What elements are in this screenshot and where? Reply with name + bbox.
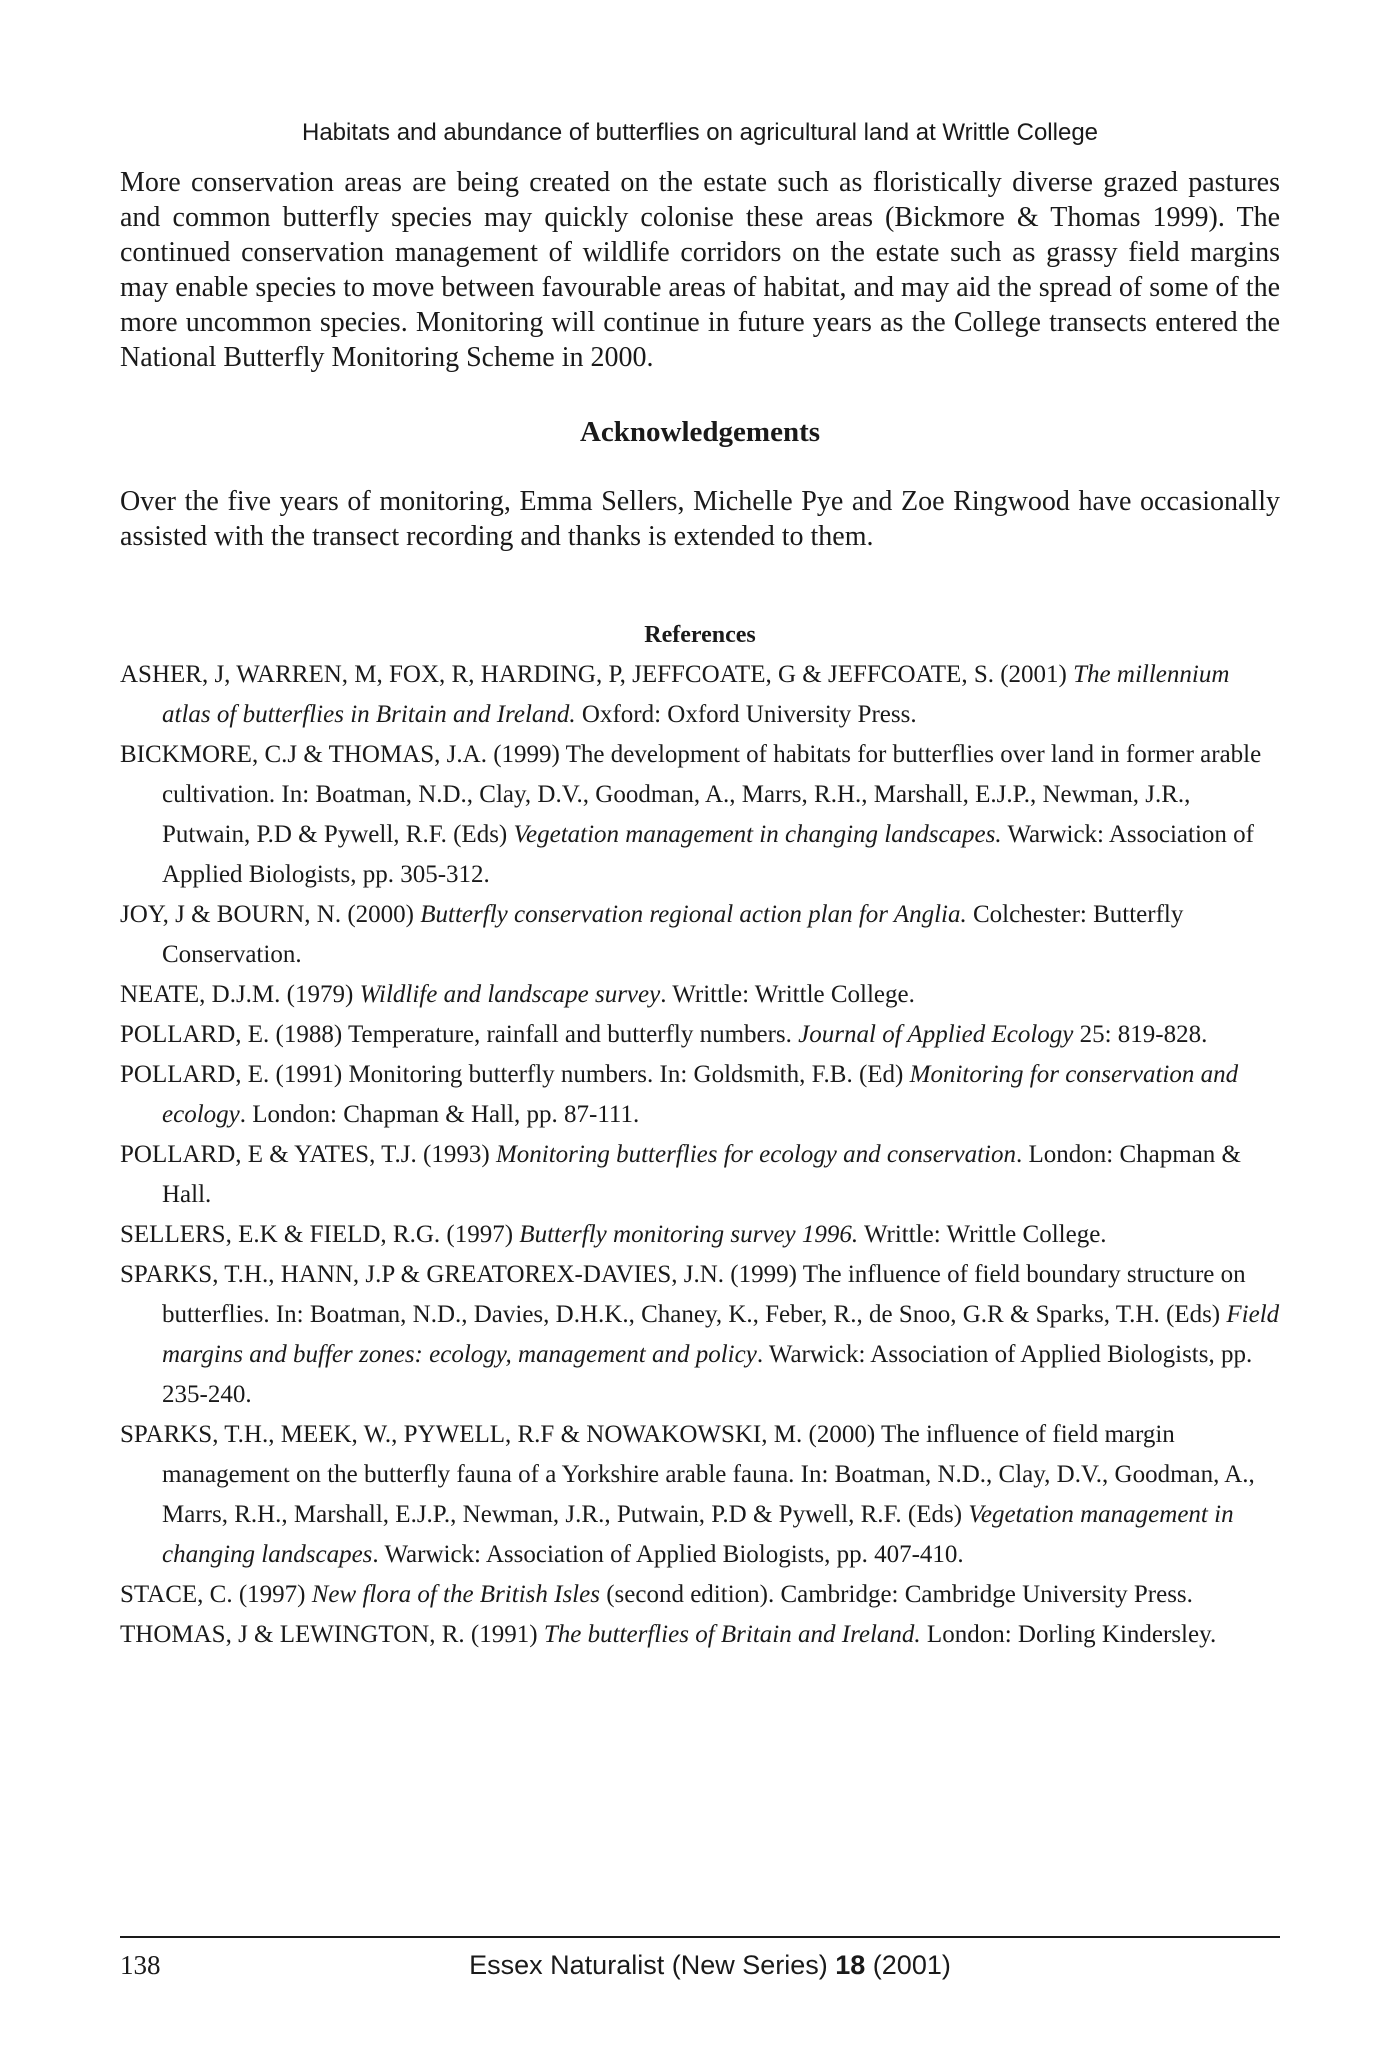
reference-title: Butterfly monitoring survey 1996. (519, 1221, 859, 1248)
reference-item (120, 1415, 1280, 1575)
reference-title: Butterfly conservation regional action plan for Anglia. (420, 901, 967, 928)
reference-text: BICKMORE, C.J & THOMAS, J.A. (1999) The development of habitats for butterflies over land in former arable cultivation. In: Boatman, N.D., Clay, D.V., Goodman, A., Marrs, R.H., Marshall, E.J.P., Newman, J.R., Putwain, P.D & Pywell, R.F. (Eds) (120, 741, 1262, 848)
reference-title: Field margins and buffer zones: ecology, management and policy (162, 1301, 1280, 1368)
footer-rule (120, 1936, 1280, 1938)
reference-title: The millennium atlas of butterflies in Britain and Ireland. (162, 661, 1230, 728)
reference-title: Vegetation management in changing landscapes (162, 1501, 1234, 1568)
reference-text: . Warwick: Association of Applied Biologists, pp. 235-240. (162, 1341, 1253, 1408)
reference-title: Monitoring butterflies for ecology and conservation (495, 1141, 1017, 1168)
reference-text: SELLERS, E.K & FIELD, R.G. (1997) (120, 1221, 520, 1248)
reference-text: . London: Chapman & Hall. (162, 1141, 1241, 1208)
reference-title: The butterflies of Britain and Ireland. (543, 1621, 921, 1648)
reference-title: Journal of Applied Ecology (798, 1021, 1074, 1048)
reference-text: (second edition). Cambridge: Cambridge University Press. (599, 1581, 1193, 1608)
reference-text: SPARKS, T.H., MEEK, W., PYWELL, R.F & NOWAKOWSKI, M. (2000) The influence of field margin management on the butterfly fauna of a Yorkshire arable fauna. In: Boatman, N.D., Clay, D.V., Goodman, A., Marrs, R.H., Marshall, E.J.P., Newman, J.R., Putwain, P.D & Pywell, R.F. (Eds) (120, 1421, 1255, 1528)
reference-item (120, 735, 1280, 895)
reference-item (120, 975, 1280, 1015)
reference-text: . London: Chapman & Hall, pp. 87-111. (239, 1101, 640, 1128)
reference-title: New flora of the British Isles (311, 1581, 600, 1608)
references-list (120, 655, 1280, 1655)
reference-text: London: Dorling Kindersley. (920, 1621, 1217, 1648)
journal-volume: 18 (835, 1950, 866, 1980)
reference-text: STACE, C. (1997) (120, 1581, 312, 1608)
reference-text: ASHER, J, WARREN, M, FOX, R, HARDING, P, JEFFCOATE, G & JEFFCOATE, S. (2001) (120, 661, 1074, 688)
reference-item (120, 1615, 1280, 1655)
reference-text: POLLARD, E. (1988) Temperature, rainfall and butterfly numbers. (120, 1021, 799, 1048)
reference-item (120, 1055, 1280, 1135)
reference-title: Wildlife and landscape survey (359, 981, 661, 1008)
reference-item (120, 895, 1280, 975)
reference-item (120, 1575, 1280, 1615)
reference-text: . Warwick: Association of Applied Biologists, pp. 407-410. (372, 1541, 964, 1568)
page-number: 138 (120, 1950, 161, 1980)
reference-item (120, 1135, 1280, 1215)
journal-name: Essex Naturalist (New Series) (469, 1950, 836, 1980)
reference-text: Writtle: Writtle College. (858, 1221, 1107, 1248)
reference-text: SPARKS, T.H., HANN, J.P & GREATOREX-DAVIES, J.N. (1999) The influence of field boundary structure on butterflies. In: Boatman, N.D., Davies, D.H.K., Chaney, K., Feber, R., de Snoo, G.R & Sparks, T.H. (Eds) (120, 1261, 1246, 1328)
reference-text: Colchester: Butterfly Conservation. (162, 901, 1184, 968)
reference-item (120, 1015, 1280, 1055)
reference-item (120, 1215, 1280, 1255)
journal-year: (2001) (865, 1950, 951, 1980)
reference-text: POLLARD, E. (1991) Monitoring butterfly numbers. In: Goldsmith, F.B. (Ed) (120, 1061, 910, 1088)
reference-text: NEATE, D.J.M. (1979) (120, 981, 360, 1008)
reference-item (120, 655, 1280, 735)
reference-text: Warwick: Association of Applied Biologists, pp. 305-312. (162, 821, 1254, 888)
intro-paragraph: More conservation areas are being created on the estate such as floristically diverse grazed pastures and common butterfly species may quickly colonise these areas (Bickmore & Thomas 1999). The continued conservation management of wildlife corridors on the estate such as grassy field margins may enable species to move between favourable areas of habitat, and may aid the spread of some of the more uncommon species. Monitoring will continue in future years as the College transects entered the National Butterfly Monitoring Scheme in 2000. (120, 167, 1280, 373)
acknowledgements-heading: Acknowledgements (579, 416, 821, 448)
reference-text: POLLARD, E & YATES, T.J. (1993) (120, 1141, 496, 1168)
acknowledgements-text: Over the five years of monitoring, Emma Sellers, Michelle Pye and Zoe Ringwood have occasionally assisted with the transect recording and thanks is extended to them. (120, 486, 1280, 552)
running-head: Habitats and abundance of butterflies on agricultural land at Writtle College (301, 119, 1099, 146)
reference-item (120, 1255, 1280, 1415)
references-heading: References (644, 622, 756, 648)
reference-text: . Writtle: Writtle College. (660, 981, 915, 1008)
reference-text: 25: 819-828. (1073, 1021, 1208, 1048)
reference-title: Monitoring for conservation and ecology (162, 1061, 1239, 1128)
reference-text: Oxford: Oxford University Press. (575, 701, 917, 728)
reference-title: Vegetation management in changing landscapes. (513, 821, 1002, 848)
reference-text: THOMAS, J & LEWINGTON, R. (1991) (120, 1621, 544, 1648)
reference-text: JOY, J & BOURN, N. (2000) (120, 901, 421, 928)
journal-citation (460, 1948, 960, 1982)
